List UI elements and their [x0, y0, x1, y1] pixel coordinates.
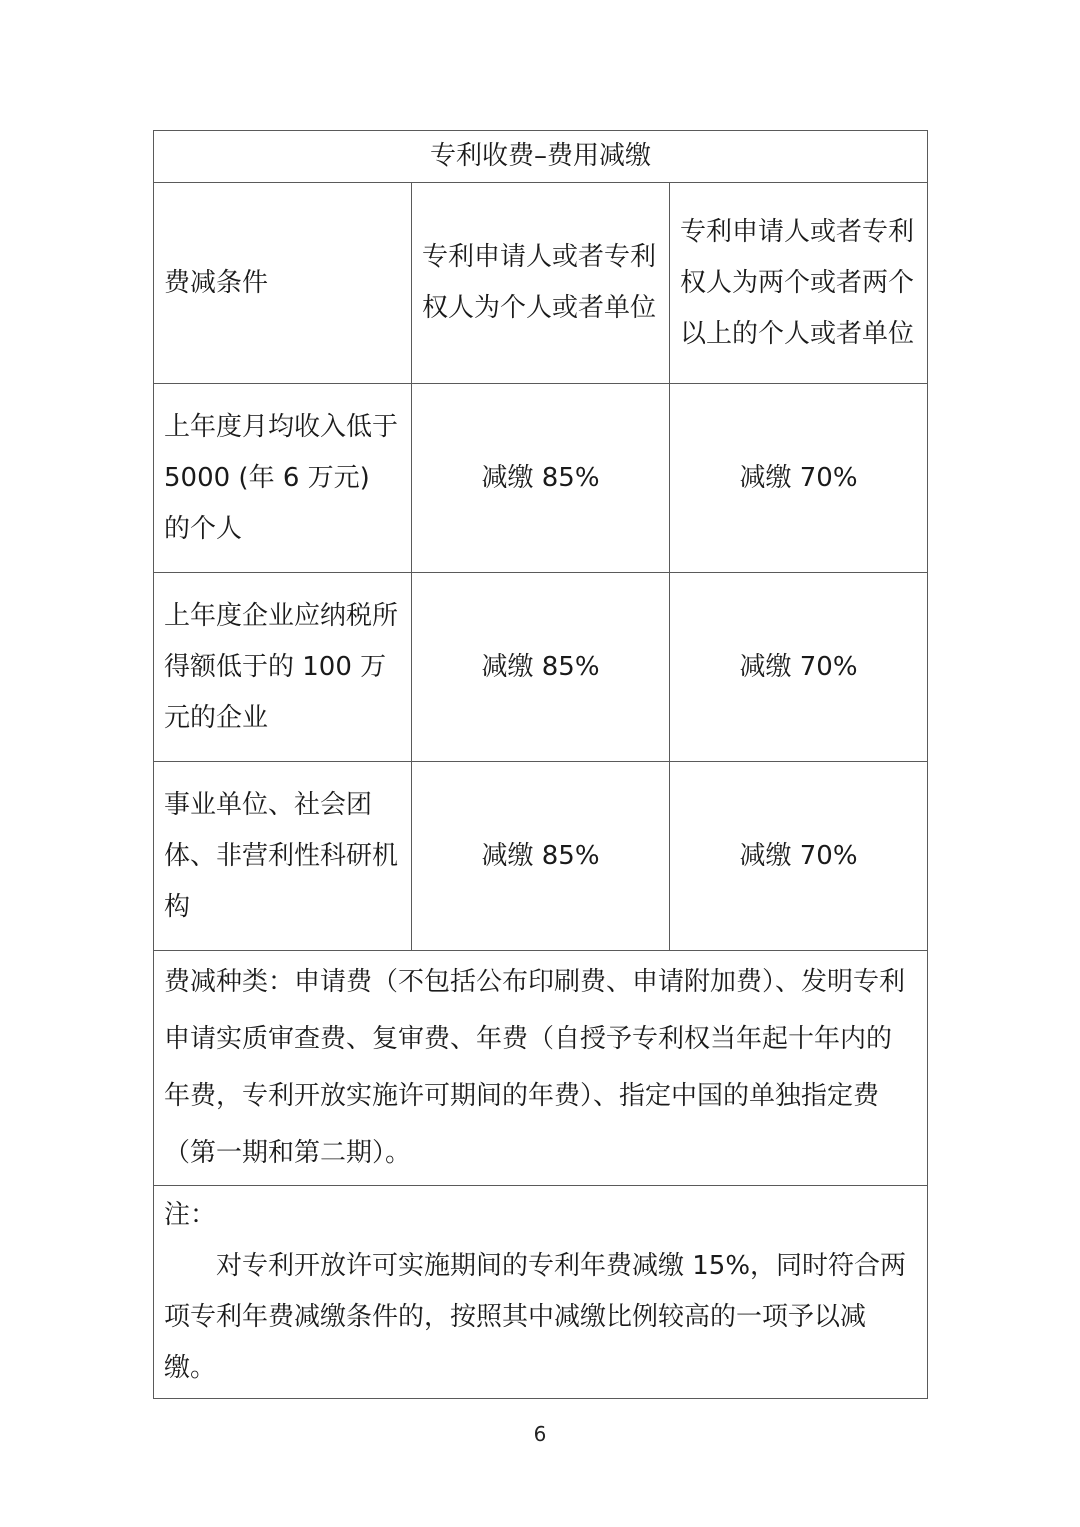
note-row	[154, 1186, 928, 1399]
table-row	[154, 384, 928, 573]
fee-types-row	[154, 951, 928, 1186]
header-multiple-applicants: 专利申请人或者专利权人为两个或者两个以上的个人或者单位	[670, 183, 928, 384]
table-row	[154, 573, 928, 762]
row-condition: 事业单位、社会团体、非营利性科研机构	[154, 762, 412, 951]
row-single-rate: 减缴 85%	[412, 384, 670, 573]
table-row	[154, 762, 928, 951]
note-cell	[154, 1186, 928, 1399]
fee-types-text: 费减种类：申请费（不包括公布印刷费、申请附加费）、发明专利申请实质审查费、复审费、年费（自授予专利权当年起十年内的年费，专利开放实施许可期间的年费）、指定中国的单独指定费（第一期和第二期）。	[154, 951, 928, 1186]
header-condition: 费减条件	[154, 183, 412, 384]
row-single-rate: 减缴 85%	[412, 762, 670, 951]
header-single-applicant: 专利申请人或者专利权人为个人或者单位	[412, 183, 670, 384]
row-multiple-rate: 减缴 70%	[670, 384, 928, 573]
table-title-row	[154, 131, 928, 183]
note-label: 注：	[164, 1200, 217, 1230]
row-condition: 上年度月均收入低于 5000 (年 6 万元) 的个人	[154, 384, 412, 573]
page-number: 6	[533, 1422, 547, 1446]
row-single-rate: 减缴 85%	[412, 573, 670, 762]
note-text: 对专利开放许可实施期间的专利年费减缴 15%，同时符合两项专利年费减缴条件的，按照其中减缴比例较高的一项予以减缴。	[164, 1251, 907, 1383]
table-header-row	[154, 183, 928, 384]
row-multiple-rate: 减缴 70%	[670, 573, 928, 762]
row-multiple-rate: 减缴 70%	[670, 762, 928, 951]
fee-reduction-table	[153, 130, 928, 1399]
table-title: 专利收费–费用减缴	[154, 131, 928, 183]
row-condition: 上年度企业应纳税所得额低于的 100 万元的企业	[154, 573, 412, 762]
